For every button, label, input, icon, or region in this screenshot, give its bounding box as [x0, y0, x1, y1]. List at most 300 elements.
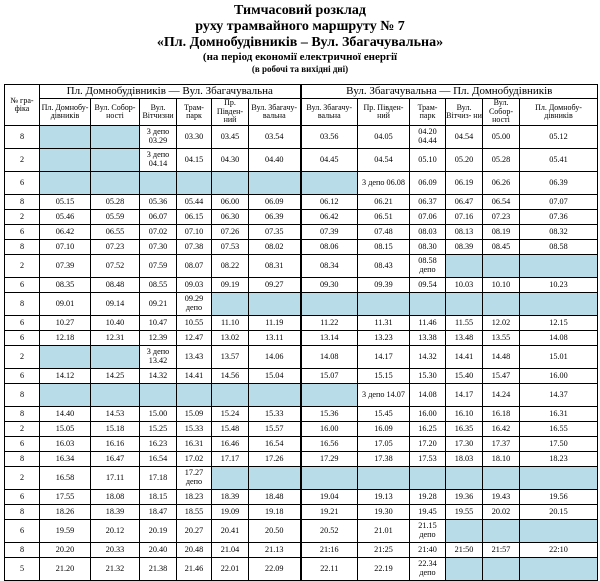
- empty-shaded-cell: [301, 467, 358, 490]
- time-cell: 03.30: [177, 126, 212, 149]
- time-cell: 14.12: [40, 369, 91, 384]
- time-cell: 19.13: [358, 490, 410, 505]
- time-cell: 18.39: [91, 505, 140, 520]
- time-cell: 16.35: [446, 422, 483, 437]
- time-cell: 06.39: [249, 210, 301, 225]
- direction-header-1: Пл. Домнобудівників — Вул. Збагачувальна: [40, 85, 301, 99]
- empty-shaded-cell: [40, 346, 91, 369]
- time-cell: 09.30: [301, 278, 358, 293]
- timetable: [4, 84, 598, 581]
- time-cell: 22.11: [301, 558, 358, 581]
- time-cell: 07.48: [358, 225, 410, 240]
- time-cell: 14.37: [520, 384, 598, 407]
- time-cell: 07.26: [212, 225, 249, 240]
- time-cell: 20.52: [301, 520, 358, 543]
- graph-number-cell: 6: [5, 490, 40, 505]
- empty-shaded-cell: [358, 467, 410, 490]
- time-cell: 22.34 депо: [410, 558, 446, 581]
- time-cell: 14.08: [410, 384, 446, 407]
- time-cell: 07.53: [212, 240, 249, 255]
- time-cell: 3 депо 14.07: [358, 384, 410, 407]
- table-row: [5, 149, 598, 172]
- time-cell: 20.12: [91, 520, 140, 543]
- table-row: [5, 126, 598, 149]
- time-cell: 08.35: [40, 278, 91, 293]
- direction-header-2: Вул. Збагачувальна — Пл. Домнобудівників: [301, 85, 598, 99]
- time-cell: 10.47: [140, 316, 177, 331]
- time-cell: 15.36: [301, 407, 358, 422]
- time-cell: 17.55: [40, 490, 91, 505]
- time-cell: 17.11: [91, 467, 140, 490]
- empty-shaded-cell: [249, 384, 301, 407]
- time-cell: 08.34: [301, 255, 358, 278]
- time-cell: 17.30: [446, 437, 483, 452]
- empty-shaded-cell: [40, 384, 91, 407]
- time-cell: 13.48: [446, 331, 483, 346]
- time-cell: 05.46: [40, 210, 91, 225]
- time-cell: 14.24: [483, 384, 520, 407]
- table-row: [5, 543, 598, 558]
- time-cell: 10.10: [483, 278, 520, 293]
- stop-header: Пр. Півден- ний: [358, 99, 410, 126]
- time-cell: 05.00: [483, 126, 520, 149]
- time-cell: 08.07: [177, 255, 212, 278]
- time-cell: 14.17: [446, 384, 483, 407]
- empty-shaded-cell: [483, 558, 520, 581]
- time-cell: 3 депо 06.08: [358, 172, 410, 195]
- time-cell: 18.55: [177, 505, 212, 520]
- time-cell: 18.23: [520, 452, 598, 467]
- time-cell: 06.21: [358, 195, 410, 210]
- time-cell: 20.48: [177, 543, 212, 558]
- route-name: «Пл. Домнобудівників – Вул. Збагачувальна»: [156, 35, 444, 51]
- time-cell: 16.47: [91, 452, 140, 467]
- time-cell: 08.03: [410, 225, 446, 240]
- time-cell: 07.23: [483, 210, 520, 225]
- time-cell: 21.01: [358, 520, 410, 543]
- empty-shaded-cell: [446, 520, 483, 543]
- time-cell: 20.33: [91, 543, 140, 558]
- time-cell: 04.54: [358, 149, 410, 172]
- time-cell: 15.04: [249, 369, 301, 384]
- graph-number-cell: 5: [5, 558, 40, 581]
- time-cell: 18.03: [446, 452, 483, 467]
- table-row: [5, 467, 598, 490]
- empty-shaded-cell: [483, 255, 520, 278]
- empty-shaded-cell: [520, 520, 598, 543]
- time-cell: 14.08: [301, 346, 358, 369]
- time-cell: 05.28: [483, 149, 520, 172]
- graph-number-cell: 6: [5, 437, 40, 452]
- time-cell: 12.31: [91, 331, 140, 346]
- time-cell: 14.08: [520, 331, 598, 346]
- time-cell: 06.47: [446, 195, 483, 210]
- time-cell: 07.16: [446, 210, 483, 225]
- time-cell: 04.20 04.44: [410, 126, 446, 149]
- time-cell: 03.54: [249, 126, 301, 149]
- time-cell: 16.42: [483, 422, 520, 437]
- table-row: [5, 520, 598, 543]
- time-cell: 06.09: [249, 195, 301, 210]
- time-cell: 12.18: [40, 331, 91, 346]
- time-cell: 17.18: [140, 467, 177, 490]
- graph-number-cell: 6: [5, 278, 40, 293]
- graph-number-cell: 2: [5, 149, 40, 172]
- time-cell: 19.09: [212, 505, 249, 520]
- time-cell: 17.50: [520, 437, 598, 452]
- time-cell: 11.10: [212, 316, 249, 331]
- graph-number-cell: 6: [5, 369, 40, 384]
- graph-number-cell: 8: [5, 240, 40, 255]
- time-cell: 08.22: [212, 255, 249, 278]
- time-cell: 17.53: [410, 452, 446, 467]
- time-cell: 15.09: [177, 407, 212, 422]
- time-cell: 11.22: [301, 316, 358, 331]
- time-cell: 08.06: [301, 240, 358, 255]
- table-row: [5, 558, 598, 581]
- time-cell: 12.02: [483, 316, 520, 331]
- time-cell: 20.50: [249, 520, 301, 543]
- time-cell: 17.26: [249, 452, 301, 467]
- empty-shaded-cell: [446, 293, 483, 316]
- time-cell: 22.01: [212, 558, 249, 581]
- time-cell: 14.41: [446, 346, 483, 369]
- time-cell: 18.26: [40, 505, 91, 520]
- time-cell: 21.46: [177, 558, 212, 581]
- time-cell: 10.03: [446, 278, 483, 293]
- time-cell: 10.40: [91, 316, 140, 331]
- time-cell: 07.30: [140, 240, 177, 255]
- time-cell: 07.23: [91, 240, 140, 255]
- empty-shaded-cell: [91, 346, 140, 369]
- time-cell: 16.00: [301, 422, 358, 437]
- empty-shaded-cell: [91, 384, 140, 407]
- time-cell: 16.54: [140, 452, 177, 467]
- time-cell: 13.14: [301, 331, 358, 346]
- time-cell: 13.11: [249, 331, 301, 346]
- time-cell: 09.29 депо: [177, 293, 212, 316]
- empty-shaded-cell: [212, 172, 249, 195]
- time-cell: 17.20: [410, 437, 446, 452]
- empty-shaded-cell: [249, 293, 301, 316]
- graph-number-cell: 6: [5, 331, 40, 346]
- graph-number-cell: 2: [5, 422, 40, 437]
- time-cell: 08.13: [446, 225, 483, 240]
- time-cell: 05.44: [177, 195, 212, 210]
- time-cell: 20.15: [520, 505, 598, 520]
- time-cell: 19.04: [301, 490, 358, 505]
- empty-shaded-cell: [483, 293, 520, 316]
- time-cell: 12.39: [140, 331, 177, 346]
- table-row: [5, 331, 598, 346]
- graph-number-cell: 8: [5, 126, 40, 149]
- stop-header: Трам- парк: [177, 99, 212, 126]
- empty-shaded-cell: [483, 467, 520, 490]
- empty-shaded-cell: [40, 149, 91, 172]
- time-cell: 07.10: [177, 225, 212, 240]
- empty-shaded-cell: [301, 293, 358, 316]
- time-cell: 06.42: [301, 210, 358, 225]
- time-cell: 16.58: [40, 467, 91, 490]
- time-cell: 15.18: [91, 422, 140, 437]
- time-cell: 07.52: [91, 255, 140, 278]
- graph-number-cell: 8: [5, 293, 40, 316]
- time-cell: 14.41: [177, 369, 212, 384]
- time-cell: 07.35: [249, 225, 301, 240]
- time-cell: 04.05: [358, 126, 410, 149]
- time-cell: 14.06: [249, 346, 301, 369]
- table-row: [5, 422, 598, 437]
- empty-shaded-cell: [212, 467, 249, 490]
- stop-header: Пр. Півден- ний: [212, 99, 249, 126]
- time-cell: 04.54: [446, 126, 483, 149]
- time-cell: 15.40: [446, 369, 483, 384]
- table-row: [5, 384, 598, 407]
- time-cell: 06.30: [212, 210, 249, 225]
- stop-header: Вул. Збагачу- вальна: [301, 99, 358, 126]
- time-cell: 13.23: [358, 331, 410, 346]
- table-row: [5, 195, 598, 210]
- table-row: [5, 255, 598, 278]
- time-cell: 16.16: [91, 437, 140, 452]
- time-cell: 21:25: [358, 543, 410, 558]
- time-cell: 11.46: [410, 316, 446, 331]
- time-cell: 20.20: [40, 543, 91, 558]
- time-cell: 18.15: [140, 490, 177, 505]
- time-cell: 15.00: [140, 407, 177, 422]
- time-cell: 06.54: [483, 195, 520, 210]
- table-row: [5, 490, 598, 505]
- time-cell: 21:40: [410, 543, 446, 558]
- time-cell: 21:57: [483, 543, 520, 558]
- time-cell: 07.39: [40, 255, 91, 278]
- time-cell: 08.32: [520, 225, 598, 240]
- graph-number-cell: 8: [5, 407, 40, 422]
- time-cell: 05.20: [446, 149, 483, 172]
- time-cell: 21:50: [446, 543, 483, 558]
- time-cell: 15.24: [212, 407, 249, 422]
- time-cell: 15.33: [177, 422, 212, 437]
- period-note: (на період економії електричної енергії: [202, 51, 398, 64]
- empty-shaded-cell: [520, 558, 598, 581]
- time-cell: 08.15: [358, 240, 410, 255]
- time-cell: 17.37: [483, 437, 520, 452]
- empty-shaded-cell: [249, 172, 301, 195]
- time-cell: 08.58: [520, 240, 598, 255]
- graph-number-cell: 6: [5, 225, 40, 240]
- table-row: [5, 346, 598, 369]
- empty-shaded-cell: [91, 172, 140, 195]
- time-cell: 06.19: [446, 172, 483, 195]
- time-cell: 06.00: [212, 195, 249, 210]
- stops-header-row: [5, 99, 598, 126]
- time-cell: 21.32: [91, 558, 140, 581]
- empty-shaded-cell: [358, 293, 410, 316]
- time-cell: 16.09: [358, 422, 410, 437]
- graph-number-cell: 2: [5, 346, 40, 369]
- empty-shaded-cell: [177, 172, 212, 195]
- time-cell: 08.39: [446, 240, 483, 255]
- time-cell: 07.39: [301, 225, 358, 240]
- time-cell: 07.36: [520, 210, 598, 225]
- graph-number-cell: 8: [5, 195, 40, 210]
- time-cell: 04.30: [212, 149, 249, 172]
- time-cell: 22.09: [249, 558, 301, 581]
- time-cell: 15.01: [520, 346, 598, 369]
- time-cell: 06.15: [177, 210, 212, 225]
- stop-header: Вул. Вітчизни: [140, 99, 177, 126]
- stop-header: Вул. Собор- ності: [91, 99, 140, 126]
- time-cell: 21.13: [249, 543, 301, 558]
- time-cell: 07.07: [520, 195, 598, 210]
- time-cell: 17.29: [301, 452, 358, 467]
- time-cell: 14.40: [40, 407, 91, 422]
- time-cell: 16.10: [446, 407, 483, 422]
- time-cell: 06.07: [140, 210, 177, 225]
- empty-shaded-cell: [140, 172, 177, 195]
- time-cell: 15.48: [212, 422, 249, 437]
- time-cell: 08.58 депо: [410, 255, 446, 278]
- time-cell: 09.14: [91, 293, 140, 316]
- graph-number-cell: 8: [5, 452, 40, 467]
- time-cell: 07.38: [177, 240, 212, 255]
- time-cell: 15.33: [249, 407, 301, 422]
- time-cell: 08.31: [249, 255, 301, 278]
- schedule-page: [0, 3, 600, 577]
- time-cell: 3 депо 13.42: [140, 346, 177, 369]
- time-cell: 21.15 депо: [410, 520, 446, 543]
- time-cell: 05.12: [520, 126, 598, 149]
- time-cell: 14.32: [410, 346, 446, 369]
- time-cell: 14.17: [358, 346, 410, 369]
- time-cell: 19.59: [40, 520, 91, 543]
- time-cell: 15.45: [358, 407, 410, 422]
- empty-shaded-cell: [301, 384, 358, 407]
- empty-shaded-cell: [410, 467, 446, 490]
- days-note: (в робочі та вихідні дні): [251, 63, 349, 74]
- time-cell: 18.39: [212, 490, 249, 505]
- graph-number-cell: 8: [5, 543, 40, 558]
- time-cell: 06.55: [91, 225, 140, 240]
- time-cell: 10.23: [520, 278, 598, 293]
- empty-shaded-cell: [40, 126, 91, 149]
- time-cell: 09.27: [249, 278, 301, 293]
- time-cell: 19.55: [446, 505, 483, 520]
- time-cell: 16.31: [520, 407, 598, 422]
- graph-number-cell: 2: [5, 467, 40, 490]
- stop-header: Пл. Домнобу- дівників: [40, 99, 91, 126]
- time-cell: 05.36: [140, 195, 177, 210]
- time-cell: 16.18: [483, 407, 520, 422]
- time-cell: 06.37: [410, 195, 446, 210]
- empty-shaded-cell: [483, 520, 520, 543]
- time-cell: 08.30: [410, 240, 446, 255]
- time-cell: 22.19: [358, 558, 410, 581]
- time-cell: 05.59: [91, 210, 140, 225]
- time-cell: 12.47: [177, 331, 212, 346]
- time-cell: 18.10: [483, 452, 520, 467]
- time-cell: 06.12: [301, 195, 358, 210]
- time-cell: 03.56: [301, 126, 358, 149]
- time-cell: 19.36: [446, 490, 483, 505]
- empty-shaded-cell: [446, 255, 483, 278]
- route-subtitle: руху трамвайного маршруту № 7: [195, 19, 405, 35]
- time-cell: 14.25: [91, 369, 140, 384]
- time-cell: 18.08: [91, 490, 140, 505]
- time-cell: 20.41: [212, 520, 249, 543]
- graph-number-cell: 6: [5, 520, 40, 543]
- time-cell: 3 депо 04.14: [140, 149, 177, 172]
- time-cell: 07.02: [140, 225, 177, 240]
- empty-shaded-cell: [301, 172, 358, 195]
- graph-number-cell: 2: [5, 210, 40, 225]
- graph-number-cell: 8: [5, 384, 40, 407]
- time-cell: 08.43: [358, 255, 410, 278]
- timetable-body: [5, 126, 598, 581]
- time-cell: 08.48: [91, 278, 140, 293]
- time-cell: 13.38: [410, 331, 446, 346]
- time-cell: 15.07: [301, 369, 358, 384]
- time-cell: 09.01: [40, 293, 91, 316]
- table-row: [5, 293, 598, 316]
- time-cell: 15.25: [140, 422, 177, 437]
- time-cell: 14.53: [91, 407, 140, 422]
- schedule-header: [0, 3, 600, 74]
- time-cell: 21.20: [40, 558, 91, 581]
- empty-shaded-cell: [520, 467, 598, 490]
- stop-header: Вул. Збагачу- вальна: [249, 99, 301, 126]
- graph-number-header: № гра- фіка: [5, 85, 40, 126]
- time-cell: 09.03: [177, 278, 212, 293]
- time-cell: 16.31: [177, 437, 212, 452]
- time-cell: 08.45: [483, 240, 520, 255]
- empty-shaded-cell: [177, 384, 212, 407]
- time-cell: 10.55: [177, 316, 212, 331]
- time-cell: 19.21: [301, 505, 358, 520]
- time-cell: 13.57: [212, 346, 249, 369]
- stop-header: Вул. Собор- ності: [483, 99, 520, 126]
- time-cell: 19.56: [520, 490, 598, 505]
- time-cell: 20.19: [140, 520, 177, 543]
- time-cell: 18.47: [140, 505, 177, 520]
- time-cell: 16.25: [410, 422, 446, 437]
- time-cell: 22:10: [520, 543, 598, 558]
- table-row: [5, 278, 598, 293]
- time-cell: 15.30: [410, 369, 446, 384]
- empty-shaded-cell: [249, 467, 301, 490]
- time-cell: 19.45: [410, 505, 446, 520]
- time-cell: 19.28: [410, 490, 446, 505]
- time-cell: 19.30: [358, 505, 410, 520]
- time-cell: 04.15: [177, 149, 212, 172]
- time-cell: 09.19: [212, 278, 249, 293]
- time-cell: 07.59: [140, 255, 177, 278]
- empty-shaded-cell: [91, 149, 140, 172]
- time-cell: 16.23: [140, 437, 177, 452]
- empty-shaded-cell: [40, 172, 91, 195]
- time-cell: 08.02: [249, 240, 301, 255]
- table-row: [5, 407, 598, 422]
- time-cell: 15.05: [40, 422, 91, 437]
- time-cell: 15.15: [358, 369, 410, 384]
- empty-shaded-cell: [446, 467, 483, 490]
- time-cell: 17.27 депо: [177, 467, 212, 490]
- stop-header: Вул. Вітчиз- ни: [446, 99, 483, 126]
- graph-number-cell: 6: [5, 172, 40, 195]
- time-cell: 17.02: [177, 452, 212, 467]
- time-cell: 04.45: [301, 149, 358, 172]
- time-cell: 09.39: [358, 278, 410, 293]
